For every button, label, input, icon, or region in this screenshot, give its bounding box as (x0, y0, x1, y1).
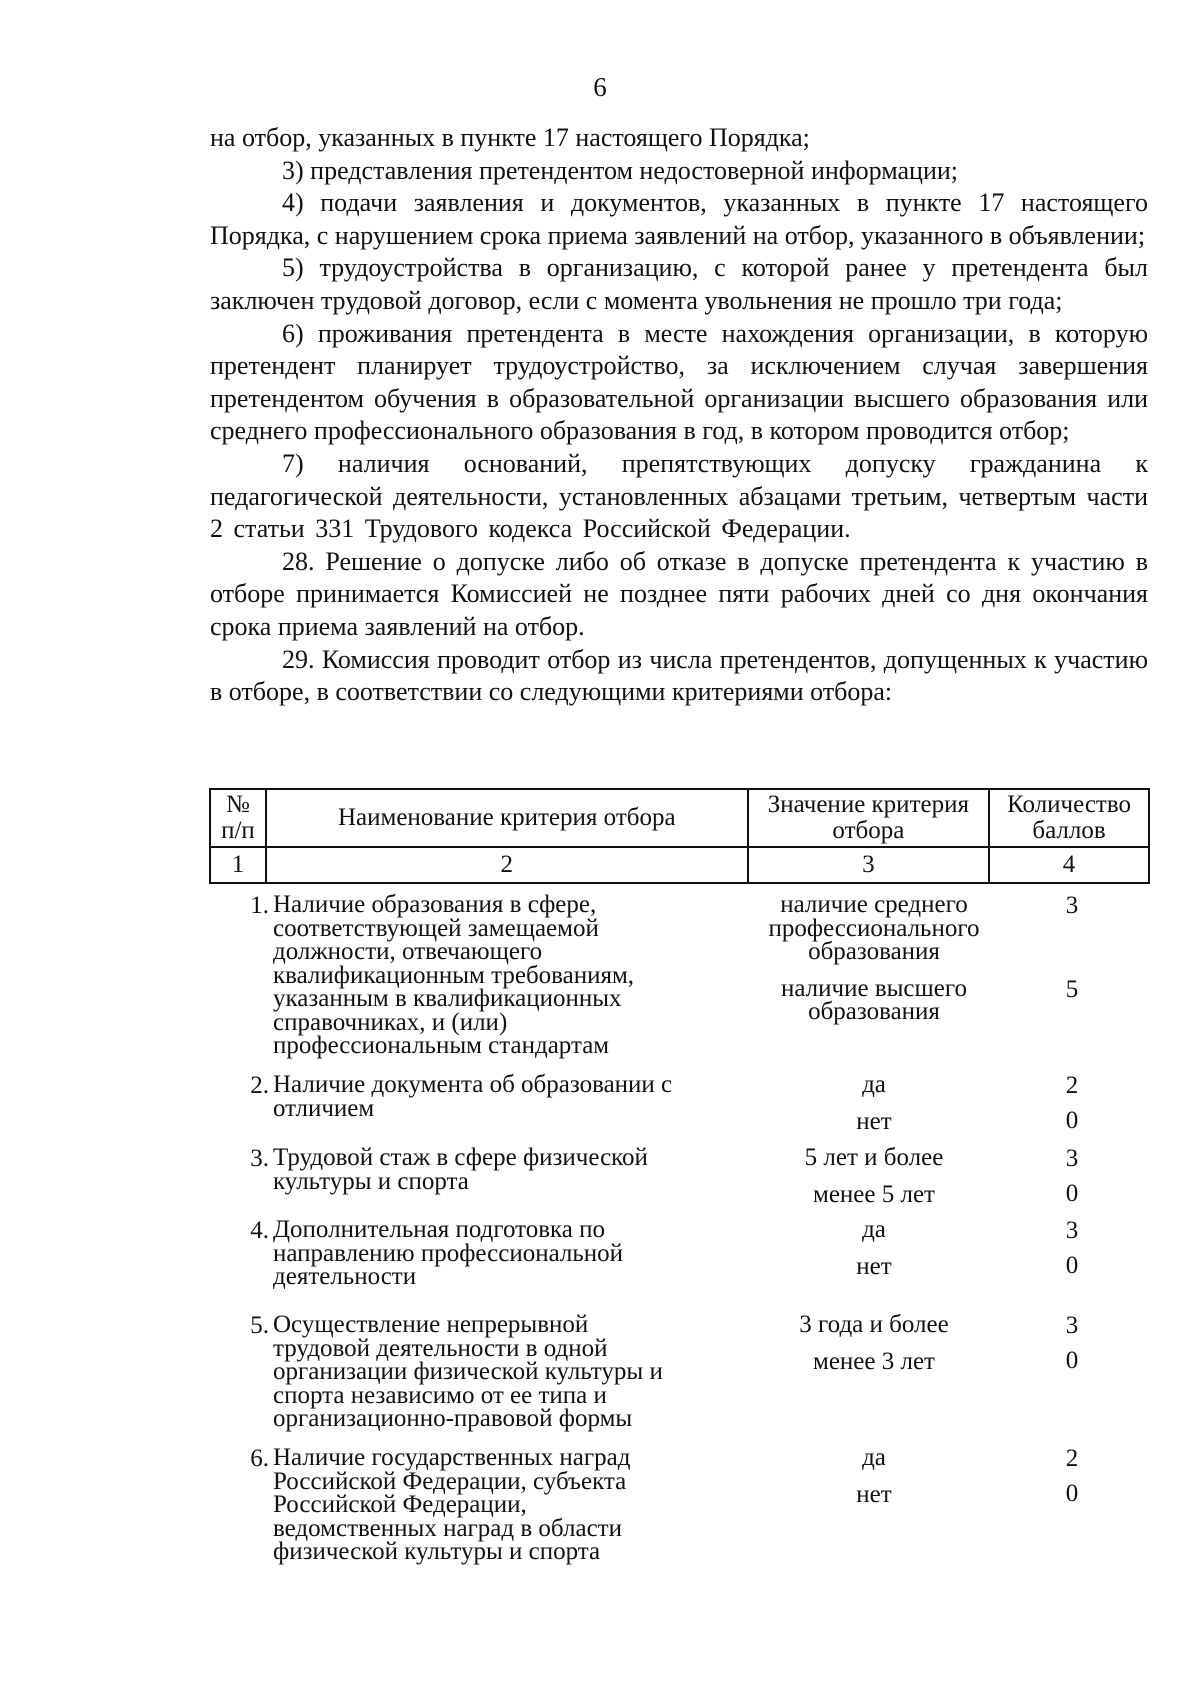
value-line: да (862, 1071, 886, 1098)
value-line: нет (856, 1480, 892, 1508)
value-line: 3 года и более (799, 1311, 949, 1338)
row-number: 5. (250, 1312, 269, 1339)
criterion-name (273, 1446, 743, 1564)
paragraph-item-5: 5) трудоустройства в организацию, с которой ранее у претендента был заключен трудовой договор, если с момента увольнения не прошло три года; (210, 253, 1148, 315)
criteria-table-header (209, 788, 1150, 884)
paragraph-item-4: 4) подачи заявления и документов, указанных в пункте 17 настоящего Порядка, с нарушением срока приема заявлений на отбор, указанного в объявлении; (210, 188, 1148, 250)
name-line: Наличие образования в сфере, (273, 891, 597, 918)
header-points-line2: баллов (1032, 817, 1106, 844)
points-value: 3 (1065, 1312, 1079, 1339)
value-line: менее 3 лет (813, 1347, 935, 1375)
name-line: Трудовой стаж в сфере физической (273, 1144, 648, 1171)
points-value: 3 (1065, 1217, 1079, 1244)
name-line: отличием (273, 1094, 375, 1122)
criterion-name (273, 1073, 743, 1120)
name-line: направлению профессиональной (273, 1239, 624, 1267)
header-criterion-name: Наименование критерия отбора (266, 789, 748, 847)
value-line: да (862, 1444, 886, 1471)
row-number: 1. (250, 892, 269, 919)
row-number: 2. (250, 1072, 269, 1099)
name-line: Осуществление непрерывной (273, 1311, 589, 1338)
value-line: профессионального (768, 914, 980, 942)
name-line: спорта независимо от ее типа и (273, 1381, 607, 1409)
criterion-points (994, 1313, 1150, 1374)
row-number: 3. (250, 1145, 269, 1172)
name-line: Дополнительная подготовка по (273, 1216, 606, 1243)
column-number-2: 2 (266, 847, 748, 883)
column-number-4: 4 (989, 847, 1149, 883)
header-value-line2: отбора (832, 817, 905, 844)
paragraph-28: 28. Решение о допуске либо об отказе в допуске претендента к участию в отборе принимается Комиссией не позднее пяти рабочих дней со дня окончания срока приема заявлений на отбор. (210, 546, 1148, 641)
name-line: квалификационным требованиям, (273, 961, 635, 989)
name-line: Наличие документа об образовании с (273, 1071, 673, 1098)
points-value: 3 (1065, 1145, 1079, 1172)
row-number: 4. (250, 1217, 269, 1244)
paragraph-continuation: на отбор, указанных в пункте 17 настоящего Порядка; (210, 123, 810, 152)
header-points (989, 789, 1149, 847)
points-value: 2 (1065, 1445, 1079, 1472)
criterion-name (273, 1313, 743, 1431)
points-value: 0 (1065, 1107, 1079, 1134)
paragraph-item-3: 3) представления претендентом недостоверной информации; (282, 155, 959, 185)
criterion-values (754, 1218, 994, 1278)
points-value: 3 (1065, 892, 1079, 919)
name-line: указанным в квалификационных (273, 985, 622, 1012)
criterion-values (754, 1146, 994, 1206)
criterion-name (273, 893, 743, 1058)
name-line: профессиональным стандартам (273, 1032, 610, 1059)
criterion-points (994, 1073, 1150, 1134)
name-line: организационно-правовой формы (273, 1405, 633, 1432)
criterion-values (754, 1446, 994, 1506)
column-number-1: 1 (210, 847, 266, 883)
criterion-points (994, 1446, 1150, 1507)
name-line: организации физической культуры и (273, 1358, 663, 1385)
column-number-3: 3 (748, 847, 989, 883)
value-line: нет (856, 1107, 892, 1135)
paragraph-29: 29. Комиссия проводит отбор из числа претендентов, допущенных к участию в отборе, в соответствии со следующими критериями отбора: (210, 644, 1148, 707)
criterion-points (994, 1146, 1150, 1207)
value-line: да (862, 1216, 886, 1243)
value-line: наличие среднего (780, 891, 968, 918)
criterion-name (273, 1146, 743, 1193)
header-points-line1: Количество (1007, 791, 1131, 818)
name-line: ведомственных наград в области (273, 1514, 622, 1542)
points-value: 2 (1065, 1072, 1079, 1099)
paragraph-item-6: 6) проживания претендента в месте нахождения организации, в которую претендент планирует трудоустройство, за исключением случая завершения претендентом обучения в образовательной организации высшего образования или среднего профессионального образования в год, в котором проводится отбор; (210, 318, 1148, 446)
criterion-values (754, 893, 994, 1024)
name-line: Наличие государственных наград (273, 1444, 631, 1471)
name-line: соответствующей замещаемой (273, 914, 599, 942)
criterion-points (994, 893, 1150, 1003)
criterion-values (754, 1313, 994, 1373)
name-line: культуры и спорта (273, 1167, 469, 1195)
points-value: 5 (1065, 976, 1079, 1003)
value-line: менее 5 лет (813, 1180, 935, 1208)
name-line: Российской Федерации, субъекта (273, 1467, 627, 1495)
value-line: 5 лет и более (804, 1144, 944, 1171)
header-number-sign: № (226, 791, 250, 818)
paragraph-item-7: 7) наличия оснований, препятствующих допуску гражданина к педагогической деятельности, установленных абзацами третьим, четвертым части 2 статьи 331 Трудового кодекса Российской Федерации. (210, 448, 1148, 544)
points-value: 0 (1065, 1480, 1079, 1507)
document-body (210, 122, 1148, 709)
name-line: деятельности (273, 1263, 417, 1290)
value-line: образования (808, 998, 940, 1025)
name-line: трудовой деятельности в одной (273, 1334, 608, 1362)
points-value: 0 (1065, 1180, 1079, 1207)
name-line: физической культуры и спорта (273, 1538, 601, 1565)
header-number (210, 789, 266, 847)
criterion-name (273, 1218, 743, 1289)
name-line: справочниках, и (или) (273, 1008, 508, 1036)
criterion-values (754, 1073, 994, 1133)
points-value: 0 (1065, 1347, 1079, 1374)
row-number: 6. (250, 1445, 269, 1472)
criterion-points (994, 1218, 1150, 1279)
value-line: нет (856, 1252, 892, 1280)
header-value-line1: Значение критерия (767, 791, 969, 818)
points-value: 0 (1065, 1252, 1079, 1279)
name-line: Российской Федерации, (273, 1491, 527, 1518)
header-criterion-value (748, 789, 989, 847)
value-line: образования (808, 938, 940, 965)
value-line: наличие высшего (780, 974, 968, 1002)
page-number: 6 (593, 72, 607, 102)
header-number-abbr: п/п (221, 817, 255, 844)
name-line: должности, отвечающего (273, 938, 543, 965)
